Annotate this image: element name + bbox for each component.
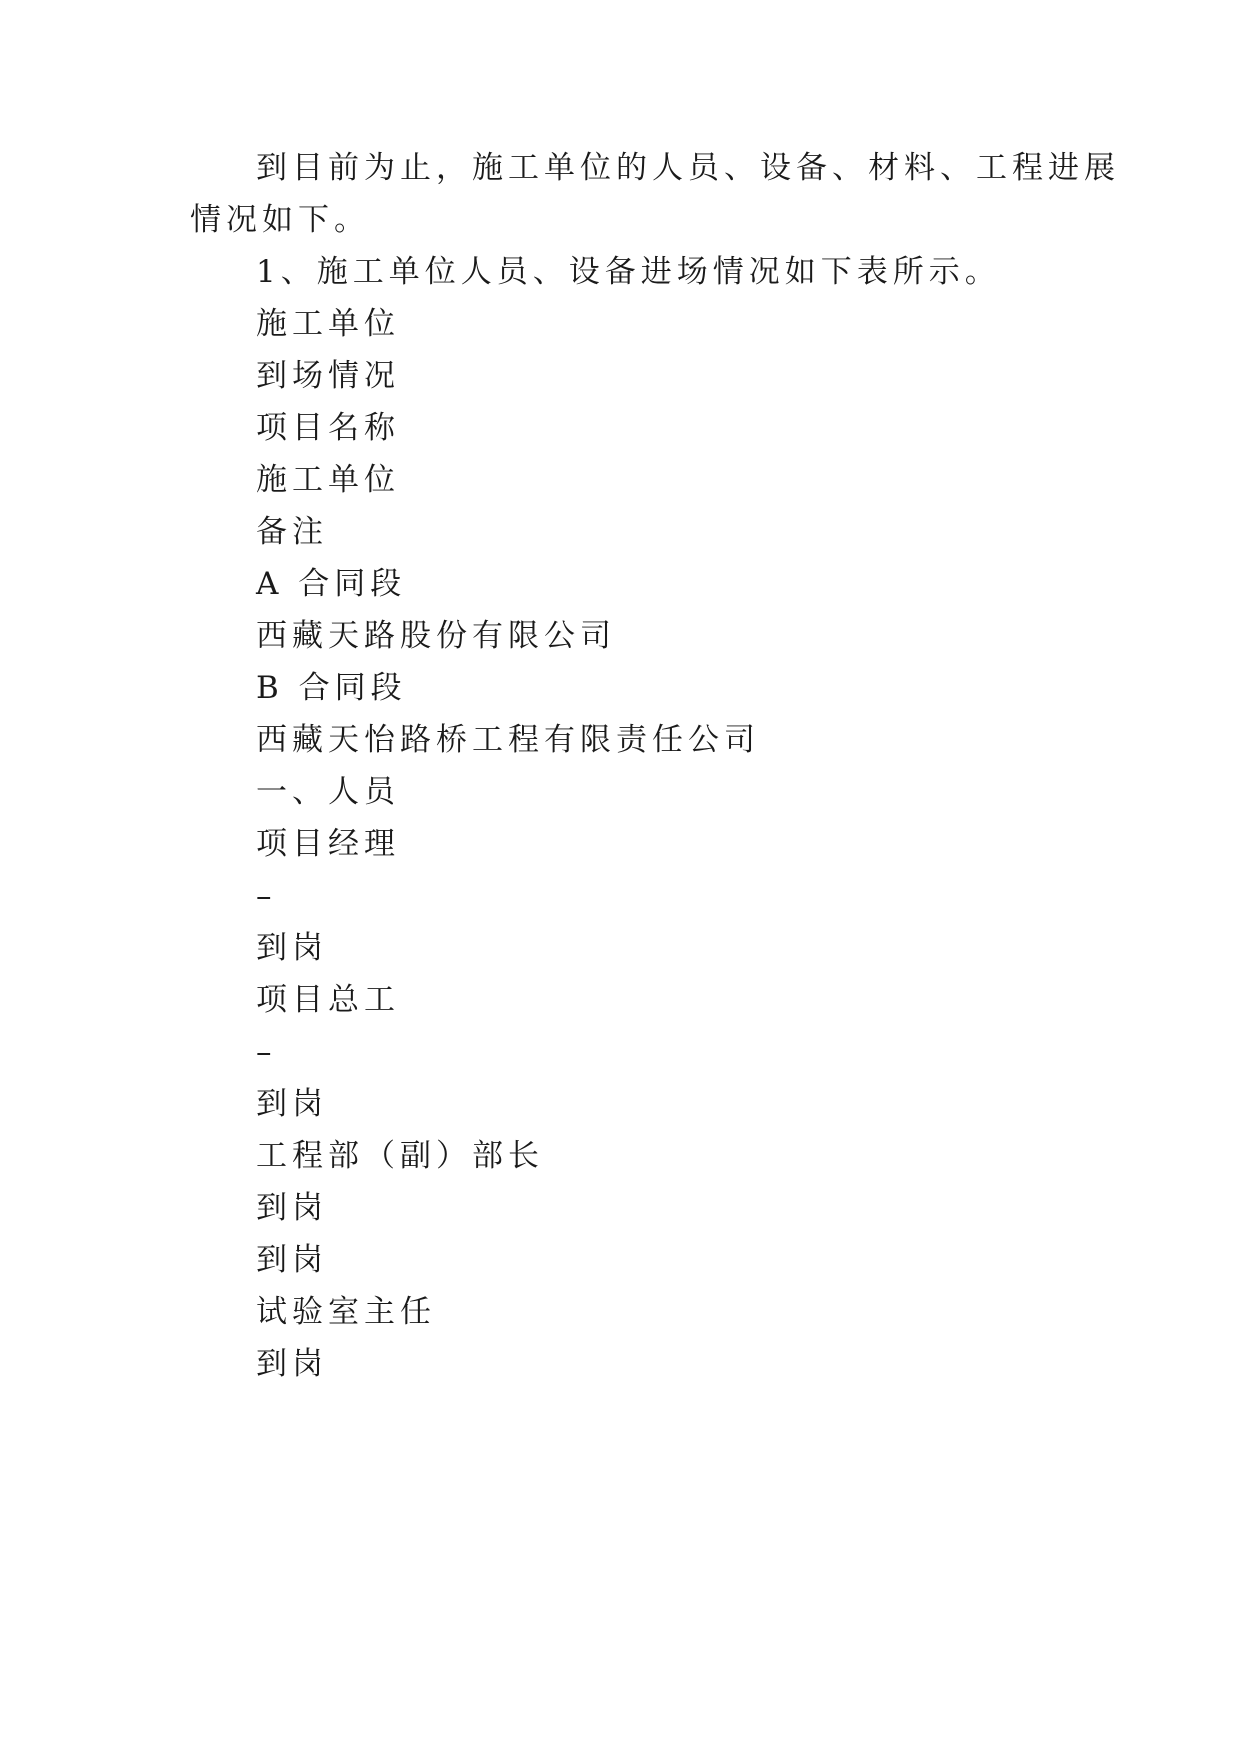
section-1-heading: 1、施工单位人员、设备进场情况如下表所示。 [256, 254, 1001, 290]
table-line: 西藏天路股份有限公司 [256, 618, 616, 654]
table-line: – [256, 878, 277, 914]
table-line: 施工单位 [256, 306, 400, 342]
table-line: 西藏天怡路桥工程有限责任公司 [256, 722, 760, 758]
table-line: – [256, 1034, 277, 1070]
table-line: 项目经理 [256, 826, 400, 862]
table-line: 到岗 [256, 1346, 328, 1382]
table-line: 到岗 [256, 930, 328, 966]
intro-paragraph-line-2: 情况如下。 [190, 202, 370, 238]
table-line: 项目名称 [256, 410, 400, 446]
table-line: 项目总工 [256, 982, 400, 1018]
table-line: B 合同段 [256, 670, 407, 706]
table-line: 一、人员 [256, 774, 400, 810]
table-line: 工程部（副）部长 [256, 1138, 544, 1174]
table-line: 施工单位 [256, 462, 400, 498]
table-line: 到岗 [256, 1086, 328, 1122]
table-line: A 合同段 [256, 566, 407, 602]
table-line: 备注 [256, 514, 328, 550]
table-line: 到岗 [256, 1190, 328, 1226]
table-line: 试验室主任 [256, 1294, 436, 1330]
table-line: 到岗 [256, 1242, 328, 1278]
intro-paragraph-line-1: 到目前为止，施工单位的人员、设备、材料、工程进展 [256, 150, 1120, 186]
table-line: 到场情况 [256, 358, 400, 394]
